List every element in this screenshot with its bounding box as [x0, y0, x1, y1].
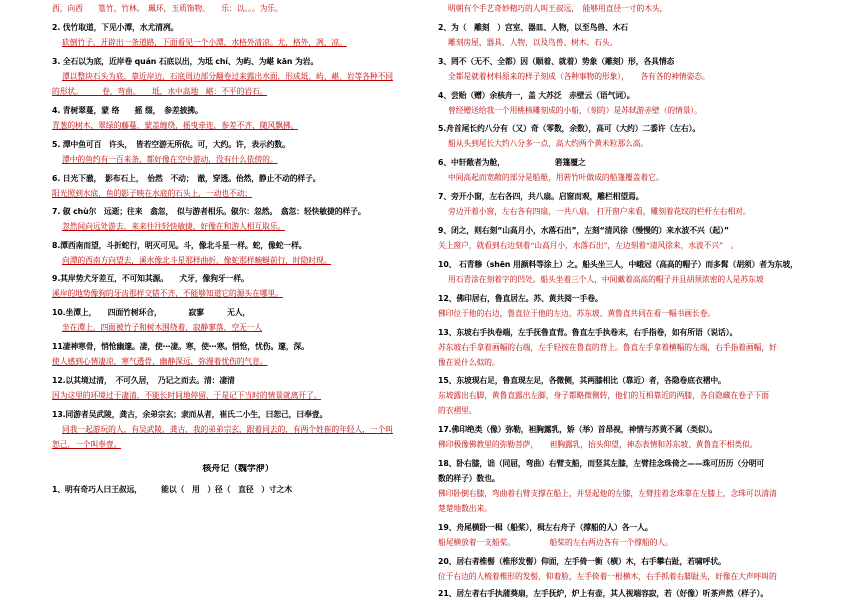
- left-text-line: 砍倒竹子，开辟出一条道路，下面看见一个小潭，水格外清凉。尤，格外，冽，凉。: [62, 38, 347, 47]
- left-text-line: 2. 伐竹取道，下见小潭，水尤清冽。: [52, 23, 179, 32]
- right-text-line: 位于右边的人梳着椎形的发髻，仰着脸，左手倚着一根横木，右手抓着右脚趾头，好像在大声呼叫的: [438, 572, 777, 581]
- right-text-line: 关上窗户，就看到右边刻着“山高月小，水落石出”，左边刻着“清风徐来，水波不兴” 。: [438, 241, 739, 250]
- right-text-line: 15、东坡现右足，鲁直现左足，各微侧，其两膝相比（靠近）者，各隐卷底衣褶中。: [438, 376, 726, 385]
- left-text-line: 溪岸的地势像狗的牙齿那样交错不齐，不能够知道它的源头在哪里。: [52, 289, 283, 298]
- left-text-line: 12.以其境过清， 不可久居， 乃记之而去。清：凄清: [52, 376, 235, 385]
- left-text-line: 6. 日光下澈， 影布石上， 佁然 不动； 澈，穿透。佁然，静止不动的样子。: [52, 174, 321, 183]
- right-text-line: 曾经赠送给我一个用桃核雕刻成的小船，（刻的）是苏轼游赤壁（的情景）。: [448, 106, 702, 115]
- right-text-line: 9、闭之，则右刻“山高月小，水落石出”，左刻“清风徐（慢慢的）来水波不兴（起）”: [438, 226, 729, 235]
- left-text-line: 恕己，一个叫奉壹。: [52, 440, 122, 449]
- left-text-line: 忽然间向远处游去，来来往往轻快敏捷，好像在和游人相互取乐。: [62, 222, 286, 231]
- right-text-line: 雕刻房屋、器具、人物，以及鸟兽、树木、石头。: [448, 38, 618, 47]
- left-text-line: 因为这里的环境过于凄清，不能长时间地停留，于是记下当时的情景就离开了。: [52, 391, 322, 400]
- left-text-line: 西，向西 篁竹，竹林。 珮环，玉质饰物。 乐：以。。。为乐。: [52, 4, 283, 13]
- left-text-line: 潭以整块石头为底，靠近岸边，石底周边部分翻卷过来露出水面，形成坻、屿、嵁、岩等各种不同: [62, 72, 393, 81]
- left-text-line: 10.坐潭上， 四面竹树环合， 寂寥 无人，: [52, 308, 251, 317]
- left-text-line: 3. 全石以为底，近岸卷 quán 石底以出，为坻 chí、为屿、为嵁 kān 为岩。: [52, 57, 319, 66]
- left-text-line: 阳光照到水底，鱼的影子映在水底的石头上，一动也不动；: [52, 189, 253, 198]
- left-text-line: 5. 潭中鱼可百 许头， 皆若空游无所依。可，大约。许，表示约数。: [52, 140, 290, 149]
- right-text-line: 用石青涂在刻着字的凹处。船头坐着三个人，中间戴着高高的帽子并且胡须浓密的人是苏东坡: [448, 275, 764, 284]
- left-text-line: 1、明有奇巧人曰王叔远， 能以（ 用 ）径（ 直径 ）寸之木: [52, 485, 293, 494]
- right-text-line: 18、卧右膝，诎（同屈，弯曲）右臂支船，而竖其左膝，左臂挂念珠倚之——珠可历历（分明可: [438, 459, 765, 468]
- left-text-line: 4. 青树翠蔓，蒙 络 摇 缀， 参差披拂。: [52, 106, 203, 115]
- right-text-line: 船尾横放着一支船桨。 船桨的左右两边各有一个撑船的人。: [438, 538, 673, 547]
- right-text-line: 苏东坡右手拿着画幅的右端，左手轻按在鲁直的背上。鲁直左手拿着横幅的左端，右手指着画幅，好: [438, 343, 777, 352]
- left-text-line: 9.其岸势犬牙差互，不可知其源。 犬牙，像狗牙一样。: [52, 274, 249, 283]
- left-text-line: 8.潭西南而望，斗折蛇行，明灭可见。斗，像北斗星一样。蛇，像蛇一样。: [52, 241, 307, 250]
- right-text-line: 6、中轩敞者为舱， 箬篷覆之: [438, 158, 586, 167]
- right-text-line: 像在说什么似的。: [438, 358, 500, 367]
- left-text-line: 核舟记（魏学洢）: [202, 464, 274, 474]
- right-text-line: 17.佛印绝类（像）弥勒，袒胸露乳，矫（举）首昂视，神情与苏黄不属（类似）。: [438, 425, 717, 434]
- right-text-line: 5.舟首尾长约八分有（又）奇（零数，余数），高可（大约）二黍许（左右）。: [438, 124, 701, 133]
- left-text-line: 向潭的西南方向望去，溪水像北斗星那样曲折，像蛇那样蜿蜒前行，时隐时现。: [62, 256, 332, 265]
- right-text-line: 7、旁开小窗，左右各四，共八扇。启窗而观，雕栏相望焉。: [438, 192, 644, 201]
- right-text-line: 中间高起而宽敞的部分是船舱，用箬竹叶做成的船篷覆盖着它。: [448, 173, 664, 182]
- right-text-line: 21、居左者右手执蒲葵扇，左手抚炉，炉上有壶，其人视端容寂，若（好像）听茶声然（样子）。: [438, 589, 769, 598]
- right-text-line: 数的样子）数也。: [438, 474, 500, 483]
- right-text-line: 2、为（ 雕刻 ）宫室、器皿、人物，以至鸟兽、木石: [438, 23, 629, 32]
- right-text-line: 佛印位于他的右边，鲁直位于他的左边。苏东坡、黄鲁直共同在看一幅书画长卷。: [438, 309, 716, 318]
- right-text-line: 船从头到尾长大约八分多一点，高大约两个黄米粒那么高。: [448, 139, 649, 148]
- right-text-line: 旁边开着小窗，左右各有四扇，一共八扇。 打开窗户来看，雕刻着花纹的栏杆左右相对。: [448, 207, 751, 216]
- right-text-line: 明朝有个手艺奇妙精巧的人叫王叔远， 能够用直径一寸的木头，: [448, 4, 668, 13]
- left-text-line: 青葱的树木，翠绿的藤蔓，蒙盖缠绕，摇曳牵连，参差不齐，随风飘拂。: [52, 121, 299, 130]
- right-text-line: 13、东坡右手执卷端，左手抚鲁直背。鲁直左手执卷末，右手指卷，如有所语（说话）。: [438, 328, 738, 337]
- left-text-line: 的形状。 卷，弯曲。 坻，水中高地 嵁：不平的岩石。: [52, 87, 268, 96]
- right-text-line: 3、罔不（无不、全都）因（顺着、就着）势象（雕刻）形，各具情态: [438, 57, 675, 66]
- right-text-line: 10、 石青糁（shēn 用颜料等涂上）之。船头坐三人，中峨冠（高高的帽子）而多髯（胡须）者为东坡，: [438, 260, 798, 269]
- right-text-line: 4、尝贻（赠）余核舟一，盖 大苏泛 赤壁云（语气词）。: [438, 91, 635, 100]
- right-text-line: 全都是就着材料原来的样子刻成（各种事物的形象）， 各有各的神情姿态。: [448, 72, 710, 81]
- right-text-line: 的衣褶里。: [438, 406, 477, 415]
- right-text-line: 东坡露出右脚，黄鲁直露出左脚，身子都略微侧转，他们的互相靠近的两膝，各自隐藏在卷子下面: [438, 391, 769, 400]
- left-text-line: 11凄神寒骨，悄怆幽邃。凄，使⋯凄。寒，使⋯寒。悄怆，忧伤。邃，深。: [52, 342, 309, 351]
- left-text-line: 7. 俶 chù尔 远逝；往来 翕忽， 似与游者相乐。俶尔：忽然。 翕忽：轻快敏捷的样子。: [52, 207, 366, 216]
- right-text-line: 佛印卧倒右膝，弯曲着右臂支撑在船上，并竖起他的左膝，左臂挂着念珠靠在左膝上，念珠可以清清: [438, 489, 777, 498]
- left-text-line: 13.同游者吴武陵，龚古，余弟宗玄；隶而从者，崔氏二小生，曰恕己，曰奉壹。: [52, 410, 328, 419]
- left-text-line: 使人感到心情凄凉，寒气透骨，幽静深远，弥漫着忧伤的气息。: [52, 357, 268, 366]
- right-text-line: 20、居右者椎髻（椎形发髻）仰面，左手倚一衡（横）木，右手攀右趾，若啸呼状。: [438, 557, 726, 566]
- left-text-line: 坐在潭上，四面被竹子和树木围绕着，寂静寥落，空无一人: [62, 323, 263, 332]
- left-text-line: 潭中的鱼约有一百来条，都好像在空中游动，没有什么依傍的。: [62, 155, 278, 164]
- right-text-line: 12、佛印居右，鲁直居左。苏、黄共阅一手卷。: [438, 294, 603, 303]
- right-text-line: 佛印极像佛教里的弥勒菩萨， 袒胸露乳，抬头仰望，神态表情和苏东坡、黄鲁直不相类似。: [438, 440, 758, 449]
- right-text-line: 楚楚地数出来。: [438, 504, 492, 513]
- left-text-line: 同我一起游玩的人，有吴武陵，龚古，我的弟弟宗玄，跟着同去的，有两个姓崔的年轻人，一个叫: [62, 425, 393, 434]
- right-text-line: 19、舟尾横卧一楫（船桨），楫左右舟子（撑船的人）各一人。: [438, 523, 653, 532]
